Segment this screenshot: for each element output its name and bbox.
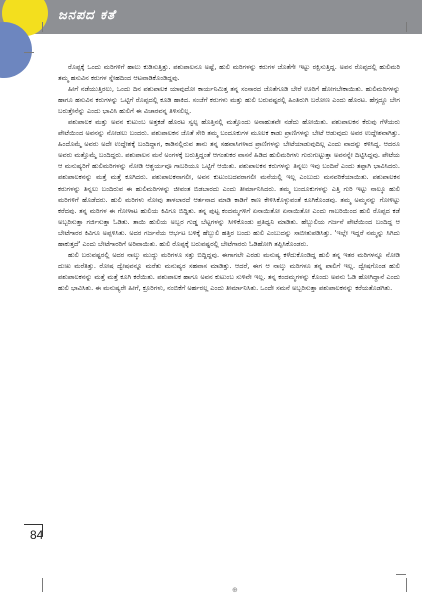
crop-mark-bottom-right — [396, 574, 406, 575]
crop-mark-bottom-left-v — [42, 578, 43, 592]
paragraph: ರೊಪ್ಪಕ್ಕೆ ಒಂದು ಮರಿಗಳಿಗೆ ಹಾಲು ಕುಡಿಸುತ್ತಿತ್ತು. ಪಶುಪಾಲನೂ ಅಷ್ಟೆ, ಹುಲಿ ಮರಿಗಳನ್ನು ಕರುಗಳ ಜೊತೆಗೇ ಇಟ್ಟು ರಕ್ಷಿಸುತ್ತಿದ್ದ. ಅವನ ರೊಪ್ಪದಲ್ಲಿ ಹುಲಿಮರಿ ತಮ್ಮ ಹಸುವಿನ ಕರುಗಳ ಸ್ನೇಹದಿಂದ ಆಟವಾಡಿಕೊಂಡಿದ್ದವು. — [58, 63, 400, 83]
crop-mark-left-top — [24, 52, 34, 53]
registration-mark: ⊕ — [232, 586, 238, 594]
page-number: 84 — [30, 528, 44, 542]
page-number-rule — [24, 524, 42, 525]
story-body — [58, 62, 400, 294]
running-header-title: ಜನಪದ ಕತೆ — [58, 8, 116, 23]
crop-mark-top-left — [42, 22, 43, 32]
paragraph: ಪಶುಪಾಲಕ ಮತ್ತು ಅವನ ಕುಟುಂಬ ಅತ್ತಕಡೆ ಹೊರಟ ಸ್ವಲ್ಪ ಹೊತ್ತಿನಲ್ಲಿ ಮತ್ತೊಂದು ಅನಾಹುತವೇ ನಡೆದು ಹೋಯಿತು. ಪಶುಪಾಲಕನ ಕೆರುವು ಗೆಳೆಯರು ಪೇಟೆಯಿಂದ ಅವನನ್ನು ನೋಡಲು ಬಂದರು. ಪಶುಪಾಲಕನ ಜೊತೆ ಸೇರಿ ತಮ್ಮ ಬಂದೂಕುಗಳ ಮೂಲಕ ಕಾಡು ಪ್ರಾಣಿಗಳನ್ನು ಬೇಟೆ ಆಡುವುದು ಅವರ ಉದ್ದೇಶವಾಗಿತ್ತು. ಹಿಂದೊಮ್ಮೆ ಅವರು ಅದೇ ಉದ್ದೇಶಕ್ಕೆ ಬಂದಿದ್ದಾಗ, ಕಾಡಿನಲ್ಲಿರುವ ತಾನು ತನ್ನ ಸಹವಾಸಿಗಳಾದ ಪ್ರಾಣಿಗಳನ್ನು ಬೇಟೆಯಾಡುವುದಿಲ್ಲ ಎಂದು ವಾದನ್ನು ಕಳಿಸಿದ್ದ. ಆದರೂ ಅವರು ಮತ್ತೊಮ್ಮೆ ಬಂದಿದ್ದರು. ಪಶುಪಾಲನ ಮನೆ ಅಂಗಳಕ್ಕೆ ಬರುತ್ತಿದ್ದಂತೆ ಆಗಂತುಕರ ವಾಸನೆ ಹಿಡಿದ ಹುಲಿಮರಿಗಳು ಗುರುಗುಟ್ಟುತ್ತಾ ಅವನನ್ನೇ ದಿಟ್ಟಿಸಿದ್ದವು. ಪೇಟೆಯ ಆ ಮನುಷ್ಯರಿಗೆ ಹುಲಿಮರಿಗಳನ್ನು ನೋಡಿ ಆಶ್ಚರ್ಯವೂ ಗಾಬರಿಯೂ ಒಟ್ಟಿಗೆ ಆಯಿತು. ಪಶುಪಾಲಕನ ಕರುಗಳನ್ನು ತಿನ್ನಲು ಇವು ಬಂದಿವೆ ಎಂದು ತಪ್ಪಾಗಿ ಭಾವಿಸಿದರು. ಪಶುಪಾಲಕನನ್ನು ಮತ್ತೆ ಮತ್ತೆ ಕೂಗಿದರು. ಪಶುಪಾಲಕನಾಗಲೀ, ಅವನ ಕುಟುಂಬದವರಾಗಲೀ ಮನೆಯಲ್ಲಿ ಇಲ್ಲ ಎಂಬುದು ಮನವರಿಕೆಯಾಯಿತು. ಪಶುಪಾಲಕನ ಕರುಗಳನ್ನು ತಿನ್ನಲು ಬಂದಿರುವ ಈ ಹುಲಿಮರಿಗಳನ್ನು ಜೀವಂತ ಬಿಡಬಾರದು ಎಂದು ತೀರ್ಮಾನಿಸಿದರು. ತಮ್ಮ ಬಂದೂಕುಗಳನ್ನು ಎತ್ತಿ ಗುರಿ ಇಟ್ಟು ನಾಲ್ಕೂ ಹುಲಿ ಮರಿಗಳಿಗೆ ಹೊಡೆದರು. ಹುಲಿ ಮರಿಗಳು ನೋವು ತಾಳಲಾರದೆ ಆರ್ತನಾದ ಮಾಡಿ ಕಾಡಿಗೆ ಕಾಣ ಕೇಳಿಸಿಕೊಳ್ಳುವಂತೆ ಕೂಗಿಕೊಂಡವು. ತಮ್ಮ ಅಮ್ಮನನ್ನು ಗೋಳಿಟ್ಟು ಕರೆದವು. ತನ್ನ ಮರಿಗಳ ಈ ಗೋಳಾಟ ಹುಲಿಯ ಕಿವಿಗೂ ಬಿದ್ದಿತು. ತನ್ನ ಪುಟ್ಟ ಕಂದಮ್ಮಗಳಿಗೆ ಏನಾಯಿತೋ ಏನಾಯಿತೋ ಎಂದು ಗಾಬರಿಯಿಂದ ಹುಲಿ ರೊಪ್ಪದ ಕಡೆ ಅಬ್ಬರಿಸುತ್ತಾ ಗರ್ಜಿಸುತ್ತಾ ಓಡಿತು. ತಾಯಿ ಹುಲಿಯ ಅಬ್ಬರ ಗುಡ್ಡ ಬೆಟ್ಟಗಳನ್ನು ಸೀಳಿಕೊಂಡು ಪ್ರತಿಧ್ವನಿ ಮಾಡಿತು. ಹೆಬ್ಬುಲಿಯ ಗರ್ಜನೆ ಪೇಟೆಯಿಂದ ಬಂದಿದ್ದ ಆ ಬೇಟೆಗಾರರ ಕಿವಿಗೂ ಅಪ್ಪಳಿಸಿತು. ಅದರ ಗರ್ಜನೆಯ ಆರ್ಭಟ ಬಳಿಕ್ಕೆ ಹೆಬ್ಬುಲಿ ಹತ್ತಿರ ಬಂದು ಹುಲಿ ಎಂಬುದನ್ನು ಸಾಬೀತುಪಡಿಸಿತ್ತು. 'ಇಲ್ಲೇ ಇದ್ದರೆ ನಮ್ಮನ್ನು ಸಿಗಿದು ಹಾಕುತ್ತದೆ' ಎಂದು ಬೇಟೆಗಾರರಿಗೆ ಅರಿವಾಯಿತು. ಹುಲಿ ರೊಪ್ಪಕ್ಕೆ ಬರುವಷ್ಟರಲ್ಲಿ ಬೇಟೆಗಾರರು ಓಡಿಹೋಗಿ ತಪ್ಪಿಸಿಕೊಂಡರು. — [58, 118, 400, 248]
paragraph: ಹೀಗೆ ನಡೆಯುತ್ತಿರಲು, ಒಂದು ದಿನ ಪಶುಪಾಲಕ ಯಾವುದೋ ಕಾರ್ಯನಿಮಿತ್ತ ತನ್ನ ಸಂಸಾರದ ಜೊತೆಗೂಡಿ ಬೇರೆ ಊರಿಗೆ ಹೋಗಬೇಕಾಯಿತು. ಹುಲಿಮರಿಗಳನ್ನು ಹಾಗೂ ಹಸುವಿನ ಕರುಗಳನ್ನು ಒಟ್ಟಿಗೆ ರೊಪ್ಪದಲ್ಲಿ ಕೂಡಿ ಹಾಕಿದ. ಸಂಜೆಗೆ ಕರುಗಳು ಮತ್ತು ಹುಲಿ ಬರುವಷ್ಟರಲ್ಲಿ ಹಿಂತಿರುಗಿ ಬರೋಣ ಎಂದು ಹೊರಟ. ಹೆಗ್ಗದ್ದೂ ಬೇಗ ಬರುತ್ತೇನೆನ್ನು ಎಂದು ಭಾವಿಸಿ ಹುಲಿಗೆ ಈ ವಿಚಾರವನ್ನ ತಿಳಿಸಲಿಲ್ಲ. — [58, 85, 400, 116]
crop-mark-bottom-right-v — [406, 578, 407, 592]
crop-mark-top-right — [406, 22, 407, 32]
paragraph: ಹುಲಿ ಬರುವಷ್ಟರಲ್ಲಿ ಅದರ ನಾಲ್ಕು ಮುದ್ದು ಮರಿಗಳೂ ಸತ್ತು ಬಿದ್ದಿದ್ದವು. ಈಗಾಗಲೇ ಎರಡು ಮನುಷ್ಯ ಕಳೆದುಕೊಂಡಿದ್ದ ಹುಲಿ ತನ್ನ ಇತರ ಮರಿಗಳನ್ನೂ ನೋಡಿ ದುಃಖ ಮರೆತಿತ್ತು. ರೋಷ ದ್ವೇಷವನ್ನೂ ಮರೆತು ಮನುಷ್ಯರ ಸಹವಾಸ ಮಾಡಿತ್ತು. ಆದರೆ, ಈಗ ಆ ನಾಲ್ಕು ಮರಿಗಳೂ ತನ್ನ ಪಾಲಿಗೆ ಇಲ್ಲ. ದ್ವೇಷಗೊಂಡ ಹುಲಿ ಪಶುಪಾಲಕನನ್ನು ಮತ್ತೆ ಮತ್ತೆ ಕೂಗಿ ಕರೆಯಿತು. ಪಶುಪಾಲಕ ಹಾಗೂ ಅವನ ಕುಟುಂಬ ಸುಳಿವೇ ಇಲ್ಲ. ತನ್ನ ಕಂದಮ್ಮಗಳನ್ನು ಕೊಂದು ಅವನು ಓಡಿ ಹೋಗಿದ್ದಾನೆ ಎಂದು ಹುಲಿ ಭಾವಿಸಿತು. ಈ ಮನುಷ್ಯರೇ ಹೀಗೆ, ಕ್ರೂರಿಗಳು, ನಂಬಿಕೆಗೆ ಅರ್ಹರಲ್ಲ ಎಂದು ತೀರ್ಮಾನಿಸಿತು. ಒಂದೇ ಸಮನೆ ಅಬ್ಬರಿಸುತ್ತಾ ಪಶುಪಾಲಕನನ್ನು ಕರೆಯತೊಡಗಿತು. — [58, 250, 400, 292]
